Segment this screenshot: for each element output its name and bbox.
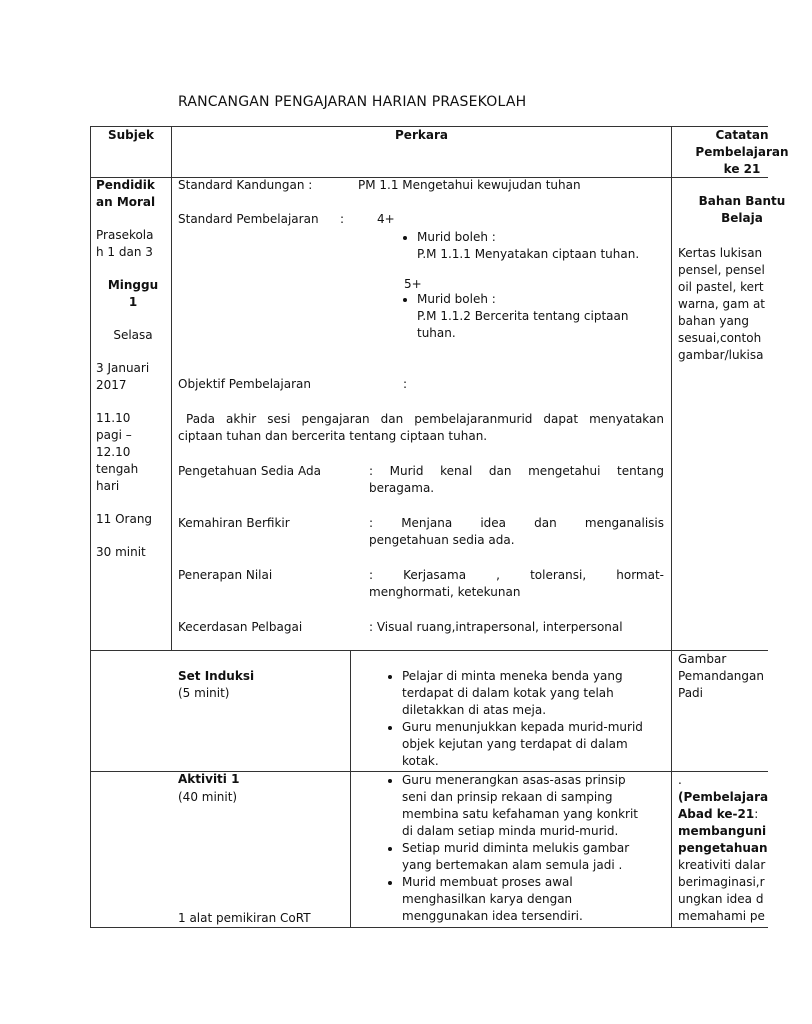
table-col-divider (350, 650, 351, 928)
sp-level-1: 4+ (377, 212, 395, 226)
obj-label: Objektif Pembelajaran (178, 377, 311, 391)
psa-value: : Murid kenal dan mengetahui tentang beragama. (369, 464, 664, 495)
note-line: berimaginasi,r (678, 875, 765, 889)
subject-name: Pendidik (96, 178, 155, 192)
duration: 30 minit (96, 545, 146, 559)
kp-value: : Visual ruang,intrapersonal, interpersonal (369, 620, 623, 634)
sp-level-2: 5+ (404, 277, 422, 291)
psa-label: Pengetahuan Sedia Ada (178, 464, 321, 478)
sp-list-1 (393, 229, 687, 263)
list-item: • Guru menunjukkan kepada murid-murid objek kejutan yang terdapat di dalam kotak. (402, 719, 692, 770)
pn-value: : Kerjasama , toleransi, hormat- menghormati, ketekunan (369, 568, 664, 599)
material-line: bahan yang (678, 314, 750, 328)
sk-value: PM 1.1 Mengetahui kewujudan tuhan (358, 178, 581, 192)
student-count: 11 Orang (96, 512, 153, 526)
obj-text: Pada akhir sesi pengajaran dan pembelajaranmurid dapat menyatakan ciptaan tuhan dan bercerita tentang ciptaan tuhan. (178, 412, 664, 443)
set-induksi-list (378, 668, 692, 770)
set-induksi-note (678, 651, 770, 702)
material-line: sesuai,contoh (678, 331, 762, 345)
aktiviti-list (378, 772, 692, 925)
material-line: gambar/lukisa (678, 348, 764, 362)
list-item: • Murid boleh : P.M 1.1.1 Menyatakan ciptaan tuhan. (417, 229, 687, 263)
note-line: Pemandangan (678, 669, 764, 683)
note-line: kreativiti dalar (678, 858, 766, 872)
obj-colon: : (403, 377, 408, 391)
pn-label: Penerapan Nilai (178, 568, 273, 582)
bbm-heading: Bahan Bantu Belaja (698, 194, 786, 225)
list-item: • Pelajar di minta meneka benda yang terdapat di dalam kotak yang telah diletakkan di atas meja. (402, 668, 692, 719)
material-line: warna, gam at (678, 297, 766, 311)
aktiviti-note: . (Pembelajara Abad ke-21: membanguni pengetahuan kreativiti dalar berimaginasi,r ungkan idea d memahami pe (678, 773, 769, 923)
materials-list (678, 245, 770, 364)
sk-label: Standard Kandungan : (178, 178, 313, 192)
header-catatan: Catatan Pembelajaran ke 21 (695, 128, 789, 176)
list-item: • Setiap murid diminta melukis gambar yang bertemakan alam semula jadi . (402, 840, 692, 874)
list-item: • Guru menerangkan asas-asas prinsip seni dan prinsip rekaan di samping membina satu kefahaman yang konkrit di dalam setiap minda murid-murid. (402, 772, 692, 840)
material-line: oil pastel, kert (678, 280, 764, 294)
class-name: Prasekola (96, 228, 154, 242)
page-title: RANCANGAN PENGAJARAN HARIAN PRASEKOLAH (178, 94, 527, 110)
table-row-divider (90, 650, 768, 651)
note-line: ungkan idea d (678, 892, 764, 906)
aktiviti-title: Aktiviti 1 (178, 772, 240, 786)
kb-label: Kemahiran Berfikir (178, 516, 290, 530)
sp-label: Standard Pembelajaran (178, 212, 319, 226)
table-col-divider (171, 126, 172, 651)
table-border-bottom (90, 927, 768, 928)
table-border-left (90, 126, 91, 928)
material-line: pensel, pensel (678, 263, 765, 277)
kb-value: : Menjana idea dan menganalisis pengetahuan sedia ada. (369, 516, 664, 547)
list-item: • Murid boleh : P.M 1.1.2 Bercerita tentang ciptaan tuhan. (417, 291, 687, 342)
header-subjek: Subjek (107, 128, 154, 142)
lesson-info: Pendidik an Moral Prasekola h 1 dan 3 Minggu 1 Selasa 3 Januari 2017 11.10 pagi – 12.10 tengah hari 11 Orang 30 minit (96, 177, 170, 561)
day: Selasa (113, 328, 153, 342)
time: 11.10 (96, 411, 131, 425)
note-line: Padi (678, 686, 704, 700)
note-line: memahami pe (678, 909, 765, 923)
sp-list-2 (393, 291, 687, 342)
note-line: Gambar (678, 652, 727, 666)
week: Minggu (107, 278, 159, 292)
list-item: • Murid membuat proses awal menghasilkan karya dengan menggunakan idea tersendiri. (402, 874, 692, 925)
aktiviti-time: (40 minit) (178, 790, 238, 804)
material-line: Kertas lukisan (678, 246, 763, 260)
kp-label: Kecerdasan Pelbagai (178, 620, 303, 634)
set-induksi-time: (5 minit) (178, 686, 230, 700)
set-induksi-title: Set Induksi (178, 669, 255, 683)
sp-colon: : (340, 212, 345, 226)
date: 3 Januari (96, 361, 150, 375)
header-perkara: Perkara (395, 128, 448, 142)
aktiviti-tool: 1 alat pemikiran CoRT (178, 911, 311, 925)
